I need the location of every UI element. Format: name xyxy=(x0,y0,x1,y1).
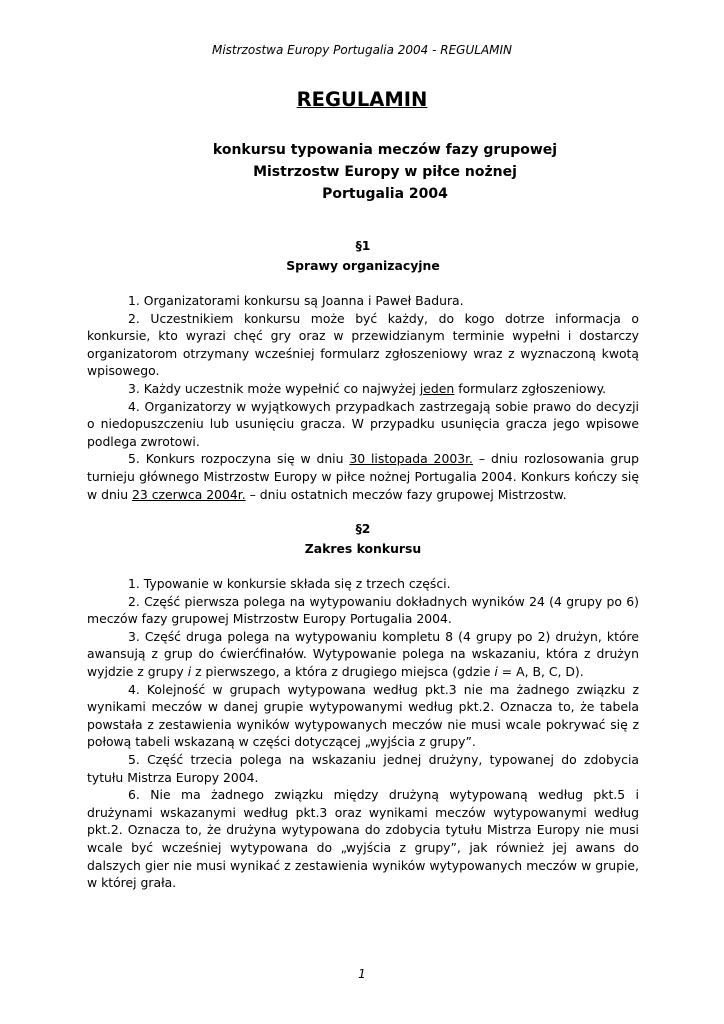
s1-p5-text-b: – dniu rozlosowania grup turnieju głównego Mistrzostw Europy w piłce nożnej Portugalia 2004. Konkurs kończy się w dniu xyxy=(87,451,639,502)
section-2-heading: Zakres konkursu xyxy=(304,541,422,556)
section-2 xyxy=(87,519,639,892)
s2-p3-text-a: 3. Część druga polega na wytypowaniu kompletu 8 (4 grupy po 2) drużyn, które awansują z grup do ćwierćfinałów. Wytypowanie polega na wskazaniu, która z drużyn wyjdzie z grupy xyxy=(87,628,639,679)
s1-paragraph-3 xyxy=(87,380,639,398)
section-1 xyxy=(87,236,639,503)
s2-p3-text-b: z pierwszego, a która z drugiego miejsca (gdzie xyxy=(191,663,495,679)
section-1-paragraphs xyxy=(87,292,639,503)
document-subtitle xyxy=(0,139,724,205)
section-2-paragraphs xyxy=(87,575,639,892)
subtitle-line-2: Mistrzostw Europy w piłce nożnej xyxy=(253,164,517,180)
s1-p3-text-b: formularz zgłoszeniowy. xyxy=(454,380,607,396)
section-1-heading: Sprawy organizacyjne xyxy=(286,258,440,273)
s1-p5-text-c: – dniu ostatnich meczów fazy grupowej Mistrzostw. xyxy=(245,486,567,502)
s2-paragraph-2: 2. Część pierwsza polega na wytypowaniu dokładnych wyników 24 (4 grupy po 6) meczów fazy grupowej Mistrzostw Europy Portugalia 2004. xyxy=(87,593,639,627)
s2-p3-text-c: = A, B, C, D). xyxy=(497,663,584,679)
running-header: Mistrzostwa Europy Portugalia 2004 - REGULAMIN xyxy=(211,43,513,57)
s2-p3-italic-i-1: i xyxy=(187,663,192,679)
page-number: 1 xyxy=(358,967,366,981)
document-title: REGULAMIN xyxy=(296,88,428,111)
s1-paragraph-5 xyxy=(87,450,639,503)
s1-p3-text-a: 3. Każdy uczestnik może wypełnić co najwyżej xyxy=(128,380,420,396)
s2-paragraph-4: 4. Kolejność w grupach wytypowana według pkt.3 nie ma żadnego związku z wynikami meczów w danej grupie wytypowanymi według pkt.2. Oznacza to, że tabela powstała z zestawienia wyników wytypowanych meczów nie musi wcale pokrywać się z połową tabeli wskazaną w części dotyczącej „wyjścia z grupy”. xyxy=(87,681,639,750)
s2-paragraph-3 xyxy=(87,628,639,681)
section-2-number: §2 xyxy=(355,521,371,536)
s1-p5-end-date: 23 czerwca 2004r. xyxy=(132,486,246,502)
subtitle-line-3: Portugalia 2004 xyxy=(322,186,448,202)
s2-paragraph-5: 5. Część trzecia polega na wskazaniu jednej drużyny, typowanej do zdobycia tytułu Mistrza Europy 2004. xyxy=(87,751,639,785)
s1-p5-text-a: 5. Konkurs rozpoczyna się w dniu xyxy=(128,451,350,467)
s1-p5-start-date: 30 listopada 2003r. xyxy=(349,451,473,467)
s1-p3-underlined: jeden xyxy=(419,380,455,396)
s2-paragraph-6: 6. Nie ma żadnego związku między drużyną wytypowaną według pkt.5 i drużynami wskazanymi według pkt.3 oraz wynikami meczów wytypowanymi według pkt.2. Oznacza to, że drużyna wytypowana do zdobycia tytułu Mistrza Europy nie musi wcale być wcześniej wytypowana do „wyjścia z grupy”, jak również jej awans do dalszych gier nie musi wynikać z zestawienia wyników wytypowanych meczów w grupie, w której grała. xyxy=(87,787,639,891)
s2-p3-italic-i-2: i xyxy=(494,663,498,679)
subtitle-line-1: konkursu typowania meczów fazy grupowej xyxy=(212,142,558,158)
s1-paragraph-2: 2. Uczestnikiem konkursu może być każdy, do kogo dotrze informacja o konkursie, kto wyrazi chęć gry oraz w przewidzianym terminie wypełni i dostarczy organizatorom otrzymany wcześniej formularz zgłoszeniowy wraz z wyznaczoną kwotą wpisowego. xyxy=(87,310,639,379)
section-1-number: §1 xyxy=(355,238,371,253)
s1-paragraph-4: 4. Organizatorzy w wyjątkowych przypadkach zastrzegają sobie prawo do decyzji o niedopuszczeniu lub usunięciu gracza. W przypadku usunięcia gracza jego wpisowe podlega zwrotowi. xyxy=(87,398,639,449)
s2-paragraph-1: 1. Typowanie w konkursie składa się z trzech części. xyxy=(128,576,451,591)
s1-paragraph-1: 1. Organizatorami konkursu są Joanna i Paweł Badura. xyxy=(128,293,464,308)
